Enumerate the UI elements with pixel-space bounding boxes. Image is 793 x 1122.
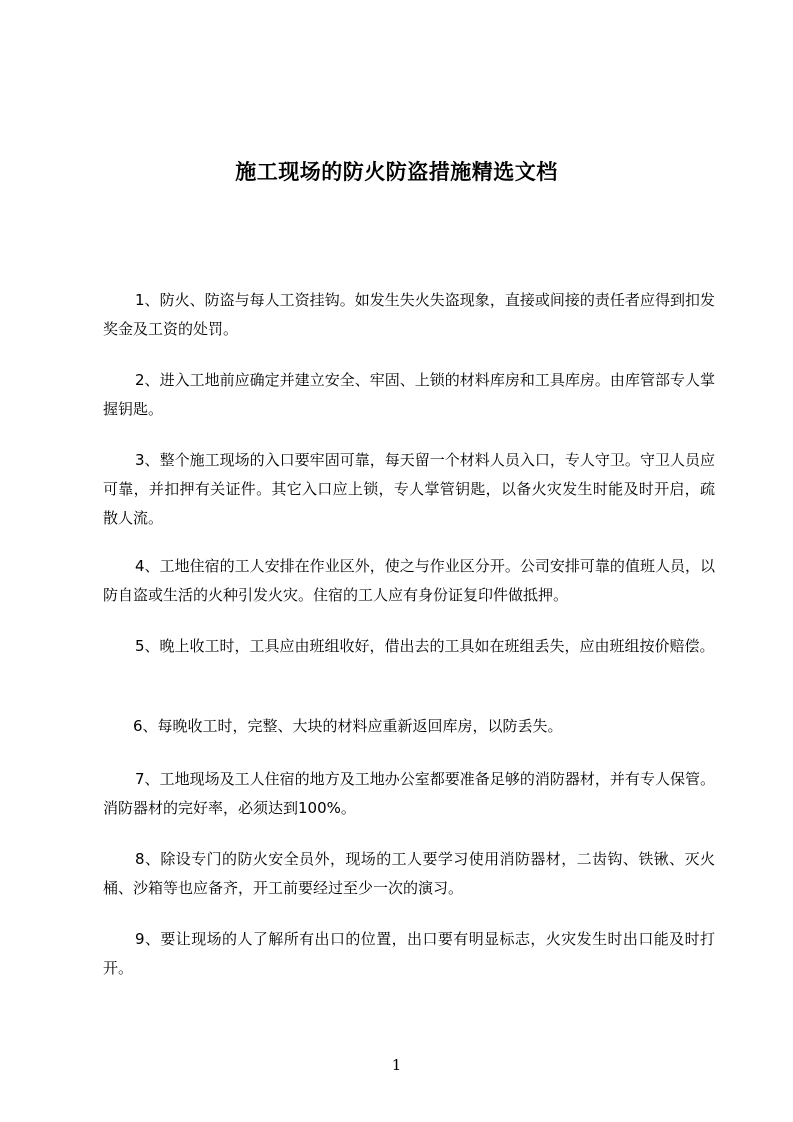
page-title: 施工现场的防火防盗措施精选文档 bbox=[235, 160, 558, 185]
paragraph-8: 8、除设专门的防火安全员外，现场的工人要学习使用消防器材，二齿钩、铁锹、灭火桶、沙箱等也应备齐，开工前要经过至少一次的演习。 bbox=[103, 850, 715, 897]
paragraph-3: 3、整个施工现场的入口要牢固可靠，每天留一个材料人员入口，专人守卫。守卫人员应可靠，并扣押有关证件。其它入口应上锁，专人掌管钥匙，以备火灾发生时能及时开启，疏散人流。 bbox=[103, 451, 715, 527]
paragraph-1: 1、防火、防盗与每人工资挂钩。如发生失火失盗现象，直接或间接的责任者应得到扣发奖金及工资的处罚。 bbox=[103, 291, 715, 338]
paragraph-6: 6、每晚收工时，完整、大块的材料应重新返回库房，以防丢失。 bbox=[133, 717, 563, 735]
paragraph-7: 7、工地现场及工人住宿的地方及工地办公室都要准备足够的消防器材，并有专人保管。消防器材的完好率，必须达到100%。 bbox=[103, 770, 715, 817]
page-number: 1 bbox=[391, 1056, 402, 1074]
paragraph-5: 5、晚上收工时，工具应由班组收好，借出去的工具如在班组丢失，应由班组按价赔偿。 bbox=[135, 637, 715, 655]
paragraph-9: 9、要让现场的人了解所有出口的位置，出口要有明显标志，火灾发生时出口能及时打开。 bbox=[103, 930, 715, 977]
paragraph-2: 2、进入工地前应确定并建立安全、牢固、上锁的材料库房和工具库房。由库管部专人掌握钥匙。 bbox=[103, 371, 715, 418]
paragraph-4: 4、工地住宿的工人安排在作业区外，使之与作业区分开。公司安排可靠的值班人员，以防自盗或生活的火种引发火灾。住宿的工人应有身份证复印件做抵押。 bbox=[103, 557, 715, 604]
